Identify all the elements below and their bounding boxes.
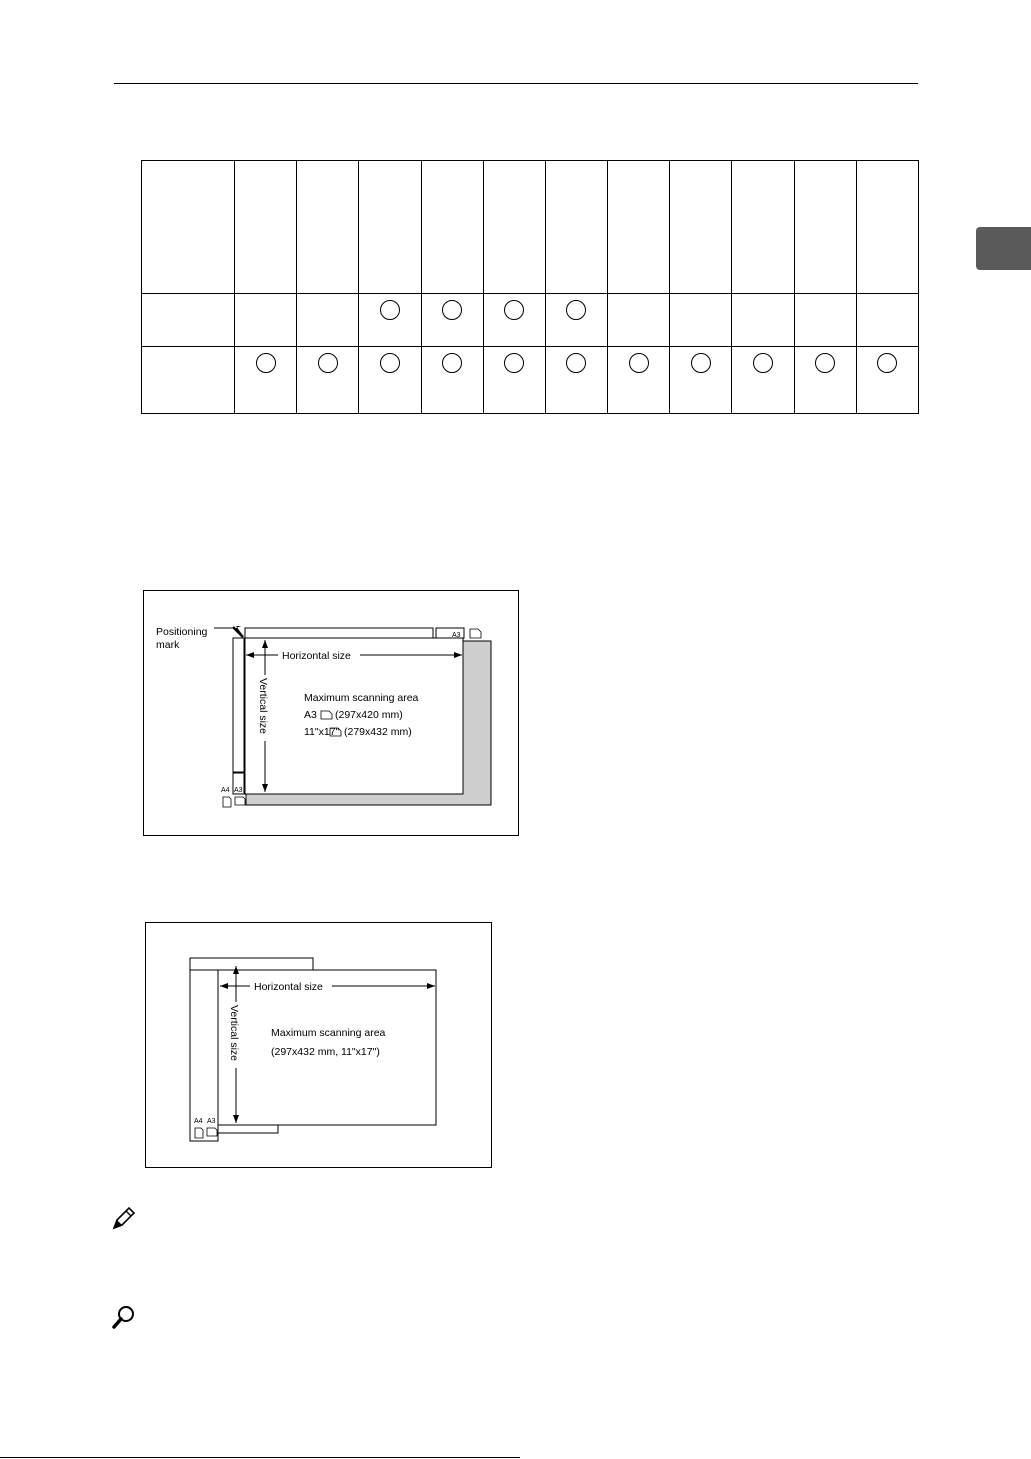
circle-mark-icon [504,353,524,373]
table-cell [235,347,297,414]
table-row [142,347,919,414]
table-cell [794,347,856,414]
circle-mark-icon [815,353,835,373]
table-cell [359,347,421,414]
max-area-title: Maximum scanning area [304,692,419,704]
table-cell [235,161,297,294]
table-cell [732,161,794,294]
vertical-size-label: Vertical size [228,1005,240,1062]
table-cell [297,161,359,294]
circle-mark-icon [877,353,897,373]
table-cell [670,161,732,294]
table-cell [670,294,732,347]
table-row-label [142,294,235,347]
a3-top-label: A3 [452,632,461,639]
circle-mark-icon [256,353,276,373]
compatibility-table [141,160,919,414]
ledger-prefix: 11"x17" [304,726,340,738]
table-cell [483,294,545,347]
circle-mark-icon [380,300,400,320]
table-cell [856,161,918,294]
table-header-row [142,161,919,294]
table-cell [483,347,545,414]
table-cell [545,161,607,294]
max-area-title: Maximum scanning area [271,1027,386,1039]
figure-2-drawing [146,923,491,1167]
mark-label: mark [156,639,180,651]
table-cell [732,347,794,414]
table-cell [421,347,483,414]
table-cell [608,161,670,294]
scanning-area-figure-1 [143,590,519,836]
vertical-size-label: Vertical size [257,678,269,735]
table-cell [359,294,421,347]
table-cell [794,161,856,294]
figure-1-drawing [144,591,518,835]
table-cell [856,294,918,347]
table-row-label [142,347,235,414]
circle-mark-icon [442,300,462,320]
chapter-tab [976,227,1031,270]
table-cell [732,294,794,347]
circle-mark-icon [380,353,400,373]
table-cell [235,294,297,347]
positioning-label: Positioning [156,626,208,638]
magnifier-icon [111,1304,137,1330]
table-cell [142,161,235,294]
circle-mark-icon [566,353,586,373]
table-cell [545,294,607,347]
horizontal-size-label: Horizontal size [282,650,351,662]
pencil-icon [111,1205,137,1231]
table-cell [483,161,545,294]
table-cell [359,161,421,294]
footer-rule [0,1457,520,1458]
ledger-dimensions: (279x432 mm) [344,726,412,738]
table-cell [421,161,483,294]
circle-mark-icon [442,353,462,373]
table-cell [297,294,359,347]
a3-label: A3 [207,1118,216,1125]
horizontal-size-label: Horizontal size [254,981,323,993]
table-cell [608,347,670,414]
a3-prefix: A3 [304,709,317,721]
a3-small-label: A3 [234,787,243,794]
max-area-dimensions: (297x432 mm, 11"x17") [271,1046,380,1058]
a4-label: A4 [221,787,230,794]
scanning-area-figure-2 [145,922,492,1168]
a4-label: A4 [194,1118,203,1125]
circle-mark-icon [629,353,649,373]
circle-mark-icon [318,353,338,373]
table-cell [421,294,483,347]
a3-dimensions: (297x420 mm) [335,709,403,721]
circle-mark-icon [691,353,711,373]
table-cell [670,347,732,414]
circle-mark-icon [566,300,586,320]
header-rule [114,83,918,84]
table-cell [856,347,918,414]
table-cell [297,347,359,414]
table-cell [794,294,856,347]
table-cell [608,294,670,347]
circle-mark-icon [504,300,524,320]
table-cell [545,347,607,414]
circle-mark-icon [753,353,773,373]
table-row [142,294,919,347]
